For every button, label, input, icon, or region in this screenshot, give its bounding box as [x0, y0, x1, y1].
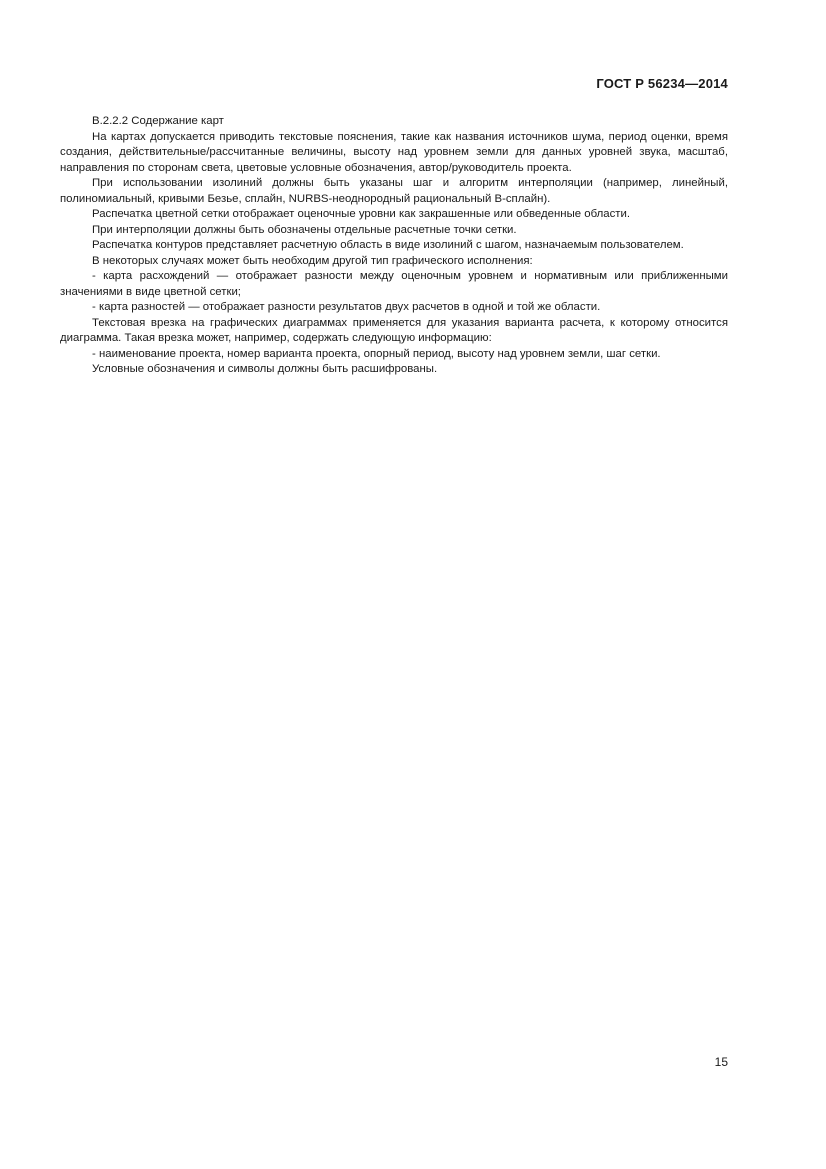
- paragraph: Распечатка цветной сетки отображает оценочные уровни как закрашенные или обведенные области.: [92, 208, 631, 220]
- paragraph: Распечатка контуров представляет расчетную область в виде изолиний с шагом, назначаемым пользователем.: [92, 239, 684, 251]
- list-item: - карта разностей — отображает разности результатов двух расчетов в одной и той же области.: [92, 301, 601, 313]
- paragraph: На картах допускается приводить текстовые пояснения, такие как названия источников шума, период оценки, время создания, действительные/рассчитанные величины, высоту над уровнем земли для данных уровней звука, масштаб, направления по сторонам света, цветовые условные обозначения, автор/руководитель проекта.: [60, 130, 728, 174]
- section-heading: В.2.2.2 Содержание карт: [92, 115, 224, 127]
- paragraph: При использовании изолиний должны быть указаны шаг и алгоритм интерполяции (например, линейный, полиномиальный, кривыми Безье, сплайн, NURBS-неоднородный рациональный В-сплайн).: [60, 177, 728, 205]
- document-body: [60, 114, 728, 378]
- document-header: ГОСТ Р 56234—2014: [596, 76, 728, 91]
- paragraph: В некоторых случаях может быть необходим другой тип графического исполнения:: [92, 254, 533, 267]
- paragraph: Текстовая врезка на графических диаграммах применяется для указания варианта расчета, к которому относится диаграмма. Такая врезка может, например, содержать следующую информацию:: [60, 316, 728, 344]
- list-item: - наименование проекта, номер варианта проекта, опорный период, высоту над уровнем земли, шаг сетки.: [92, 347, 661, 360]
- list-item: - карта расхождений — отображает разности между оценочным уровнем и нормативным или приближенными значениями в виде цветной сетки;: [60, 270, 728, 298]
- paragraph: Условные обозначения и символы должны быть расшифрованы.: [92, 363, 438, 375]
- paragraph: При интерполяции должны быть обозначены отдельные расчетные точки сетки.: [92, 223, 517, 236]
- page-number: 15: [714, 1055, 728, 1069]
